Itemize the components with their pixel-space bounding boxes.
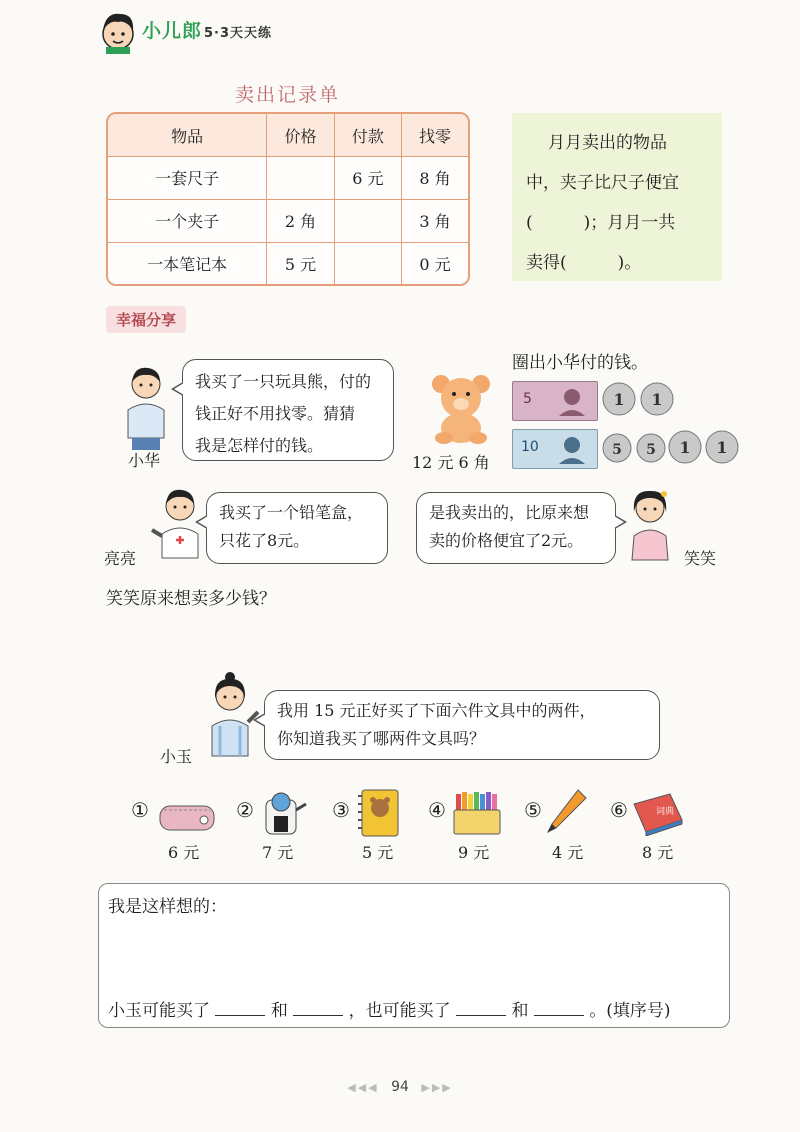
- banknote-10-yuan[interactable]: [512, 429, 598, 469]
- table-cell: 6 元: [334, 157, 401, 200]
- item-number: ⑥: [610, 798, 628, 822]
- bubble-line: 卖的价格便宜了2元。: [429, 531, 584, 550]
- table-row: [108, 157, 468, 200]
- name-xiaoyu: 小玉: [160, 747, 193, 766]
- fill-text: 和: [270, 1001, 288, 1021]
- mascot-boy-icon: [96, 8, 140, 54]
- table-header: 价格: [267, 114, 334, 157]
- girl-xiaoxiao-icon: [620, 486, 680, 562]
- item-number: ⑤: [524, 798, 542, 822]
- bubble-line: 我是怎样付的钱。: [195, 436, 324, 455]
- portrait-icon: [557, 434, 587, 464]
- question-line: 中，夹子比尺子便宜: [526, 173, 679, 193]
- coin-5-jiao[interactable]: [636, 433, 666, 463]
- bear-price: 12 元 6 角: [412, 453, 490, 472]
- table-cell: 一本笔记本: [108, 242, 267, 284]
- item-number: ③: [332, 798, 350, 822]
- table-cell: 8 角: [402, 157, 468, 200]
- question-line-answer[interactable]: ( )；月月一共: [526, 213, 676, 233]
- fill-text: 和: [511, 1001, 529, 1021]
- bubble-line: 是我卖出的，比原来想: [429, 503, 590, 522]
- bubble-line: 我买了一只玩具熊，付的: [195, 372, 372, 391]
- answer-blank[interactable]: [534, 999, 584, 1016]
- right-arrows-icon: ▶▶▶: [421, 1081, 453, 1094]
- table-header: 找零: [402, 114, 468, 157]
- boy-xiaohua-icon: [120, 362, 172, 452]
- name-liangliang: 亮亮: [104, 549, 137, 568]
- speech-bubble-liangliang: [206, 492, 388, 564]
- dictionary-label: 词典: [656, 807, 675, 817]
- brand-series: 5·3天天练: [204, 26, 273, 41]
- item-price: 4 元: [552, 843, 584, 862]
- pencil-case-icon[interactable]: [156, 800, 218, 834]
- banknote-value: 5: [523, 391, 532, 407]
- table-cell: 5 元: [267, 242, 334, 284]
- brand-name: 小儿郎: [142, 20, 203, 42]
- page-number: 94: [391, 1079, 409, 1095]
- fill-text: 。(填序号): [589, 1001, 671, 1021]
- sales-table: [106, 112, 470, 286]
- notebook-icon[interactable]: [356, 788, 402, 838]
- pencil-icon[interactable]: [544, 786, 590, 836]
- teddy-bear-icon: [424, 372, 498, 444]
- bubble-line: 我买了一个铅笔盒，: [219, 503, 364, 522]
- banknote-value: 10: [521, 439, 539, 455]
- brand-title: [142, 16, 272, 43]
- question-box: [512, 113, 722, 281]
- coin-value: 1: [651, 390, 663, 409]
- bubble-line: 你知道我买了哪两件文具吗？: [277, 729, 486, 748]
- item-price: 9 元: [458, 843, 490, 862]
- money-instruction: 圈出小华付的钱。: [512, 353, 648, 373]
- coin-5-jiao[interactable]: [602, 433, 632, 463]
- fill-text: ，也可能买了: [348, 1001, 451, 1021]
- portrait-icon: [557, 386, 587, 416]
- item-price: 6 元: [168, 843, 200, 862]
- table-row: [108, 199, 468, 242]
- table-cell: 一个夹子: [108, 199, 267, 242]
- item-price: 7 元: [262, 843, 294, 862]
- speech-bubble-xiaoyu: [264, 690, 660, 760]
- coin-value: 5: [646, 442, 656, 458]
- answer-heading: 我是这样想的：: [108, 897, 227, 917]
- table-row: [108, 242, 468, 284]
- coin-1-yuan[interactable]: [640, 382, 674, 416]
- name-xiaoxiao: 笑笑: [684, 549, 717, 568]
- name-xiaohua: 小华: [128, 451, 161, 470]
- section-tag: 幸福分享: [106, 306, 186, 333]
- item-price: 8 元: [642, 843, 674, 862]
- coin-value: 1: [679, 438, 691, 457]
- answer-blank[interactable]: [215, 999, 265, 1016]
- sales-table-title: 卖出记录单: [235, 84, 341, 106]
- coin-value: 1: [613, 390, 625, 409]
- coin-value: 5: [612, 442, 622, 458]
- table-cell: 0 元: [402, 242, 468, 284]
- table-header: 物品: [108, 114, 267, 157]
- table-cell: 一套尺子: [108, 157, 267, 200]
- item-number: ①: [131, 798, 149, 822]
- bubble-line: 钱正好不用找零。猜猜: [195, 404, 356, 423]
- speech-bubble-xiaoxiao: [416, 492, 616, 564]
- coin-value: 1: [716, 438, 728, 457]
- fill-in-line: [108, 996, 671, 1021]
- table-cell: 2 角: [267, 199, 334, 242]
- question-line: 月月卖出的物品: [548, 133, 667, 153]
- item-number: ④: [428, 798, 446, 822]
- dictionary-icon[interactable]: [630, 790, 686, 836]
- question-line-answer[interactable]: 卖得( )。: [526, 253, 642, 273]
- bubble-line: 只花了8元。: [219, 531, 310, 550]
- item-price: 5 元: [362, 843, 394, 862]
- bubble-line: 我用 15 元正好买了下面六件文具中的两件，: [277, 701, 596, 720]
- page-footer: [0, 1079, 800, 1095]
- table-header: 付款: [334, 114, 401, 157]
- answer-blank[interactable]: [293, 999, 343, 1016]
- item-number: ②: [236, 798, 254, 822]
- pencil-sharpener-icon[interactable]: [260, 790, 310, 838]
- coin-1-yuan[interactable]: [705, 430, 739, 464]
- question-text: 笑笑原来想卖多少钱？: [106, 589, 276, 609]
- speech-bubble-xiaohua: [182, 359, 394, 461]
- banknote-5-yuan[interactable]: [512, 381, 598, 421]
- table-cell-blank[interactable]: [334, 242, 401, 284]
- answer-blank[interactable]: [456, 999, 506, 1016]
- coin-1-yuan[interactable]: [602, 382, 636, 416]
- fill-text: 小玉可能买了: [108, 1001, 210, 1021]
- table-cell-blank[interactable]: [267, 157, 334, 200]
- table-cell: 3 角: [402, 199, 468, 242]
- table-cell-blank[interactable]: [334, 199, 401, 242]
- crayons-icon[interactable]: [452, 788, 502, 836]
- coin-1-yuan[interactable]: [668, 430, 702, 464]
- left-arrows-icon: ◀◀◀: [347, 1081, 379, 1094]
